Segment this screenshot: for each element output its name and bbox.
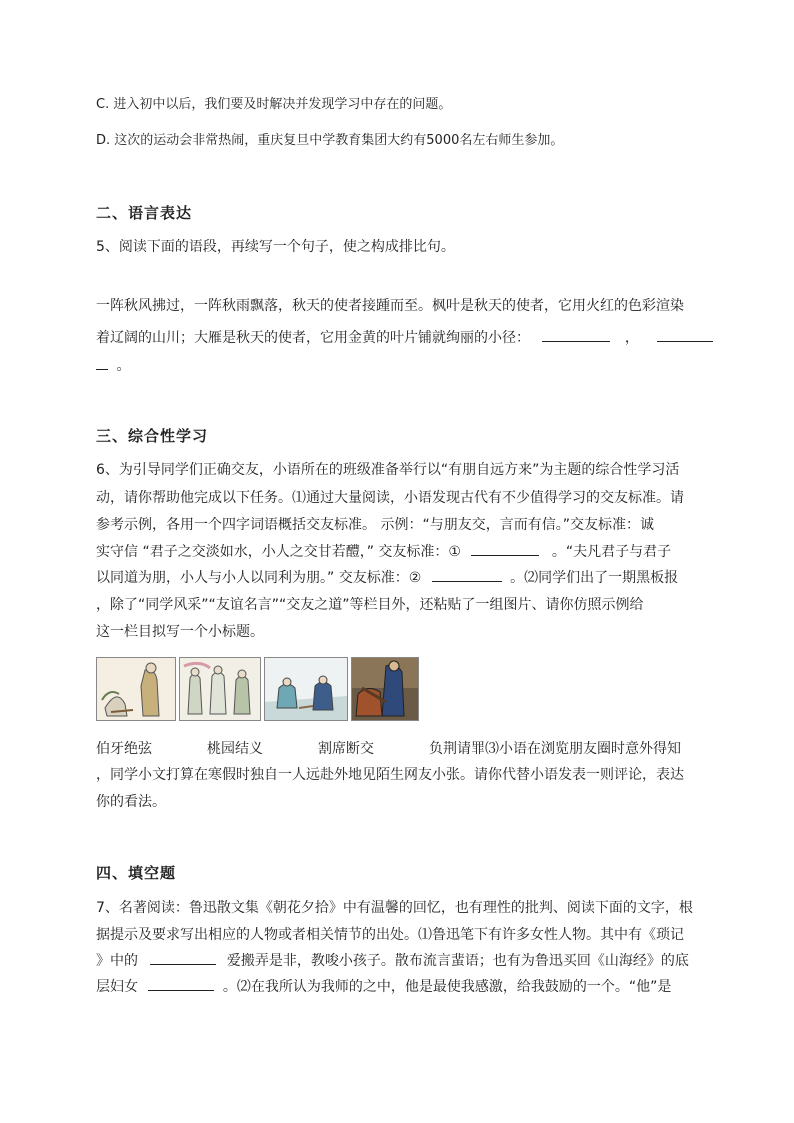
q6-line-9: ，同学小文打算在寒假时独自一人远赴外地见陌生网友小张。请你代替小语发表一则评论，表达 (96, 767, 684, 783)
period: 。 (116, 358, 131, 374)
q6-line-1: 6、为引导同学们正确交友，小语所在的班级准备举行以“有朋自远方来”为主题的综合性学习活 (96, 462, 680, 478)
section-heading-fill-in: 四、填空题 (96, 864, 177, 882)
q6-line-8-rest: ⑶小语在浏览朋友圈时意外得知 (485, 741, 681, 757)
q7-line-3-tail: 爱搬弄是非，教唆小孩子。散布流言蜚语；也有为鲁迅买回《山海经》的底 (226, 953, 689, 969)
q6-line-5-tail: 。⑵同学们出了一期黑板报 (510, 570, 679, 586)
caption-gexi: 割席断交 (318, 741, 374, 757)
passage-line-3 (96, 355, 130, 377)
q6-line-3: 参考示例，各用一个四字词语概括交友标准。 示例：“与朋友交，言而有信。”交友标准：诚 (96, 517, 654, 533)
answer-blank-suoji[interactable] (150, 950, 216, 965)
caption-boya: 伯牙绝弦 (96, 741, 152, 757)
option-d: D. 这次的运动会非常热闹，重庆复旦中学教育集团大约有5000名左右师生参加。 (96, 133, 564, 148)
q7-line-1: 7、名著阅读：鲁迅散文集《朝花夕拾》中有温馨的回忆，也有理性的批判、阅读下面的文字，根 (96, 900, 693, 916)
answer-blank-1[interactable] (542, 327, 610, 342)
q6-line-5 (96, 567, 678, 589)
picture-fujing (351, 657, 419, 721)
caption-taoyuan: 桃园结义 (207, 741, 263, 757)
picture-boya (96, 657, 176, 721)
comma: ， (624, 330, 639, 346)
q6-line-2: 动，请你帮助他完成以下任务。⑴通过大量阅读，小语发现古代有不少值得学习的交友标准。请 (96, 490, 684, 506)
q7-line-2: 据提示及要求写出相应的人物或者相关情节的出处。⑴鲁迅笔下有许多女性人物。其中有《琐记 (96, 927, 684, 943)
q6-line-5-text: 以同道为朋，小人与小人以同利为朋。” 交友标准：② (96, 570, 422, 586)
q6-line-7: 这一栏目拟写一个小标题。 (96, 624, 264, 640)
caption-fujing: 负荆请罪 (429, 741, 485, 757)
q6-line-6: ，除了“同学风采”“友谊名言”“交友之道”等栏目外，还粘贴了一组图片、请你仿照示例给 (96, 597, 644, 613)
q6-line-4-tail: 。“夫凡君子与君子 (551, 544, 672, 560)
q6-line-4 (96, 541, 671, 563)
picture-taoyuan (179, 657, 261, 721)
option-c: C. 进入初中以后，我们要及时解决并发现学习中存在的问题。 (96, 97, 452, 112)
passage-line-2 (96, 327, 713, 349)
q7-line-4 (96, 976, 671, 998)
section-heading-comprehensive-study: 三、综合性学习 (96, 427, 209, 445)
answer-blank-2[interactable] (657, 327, 713, 342)
answer-blank-standard-1[interactable] (471, 541, 539, 556)
picture-gexi (264, 657, 348, 721)
q7-line-4-head: 层妇女 (96, 979, 138, 995)
passage-line-2-text: 着辽阔的山川；大雁是秋天的使者，它用金黄的叶片铺就绚丽的小径： (96, 330, 530, 346)
q7-line-4-tail: 。⑵在我所认为我师的之中，他是最使我感激，给我鼓励的一个。“他”是 (222, 979, 672, 995)
passage-line-1: 一阵秋风拂过，一阵秋雨飘落，秋天的使者接踵而至。枫叶是秋天的使者，它用火红的色彩渲染 (96, 298, 684, 314)
question-5-prompt: 5、阅读下面的语段，再续写一个句子，使之构成排比句。 (96, 239, 455, 255)
answer-blank-woman[interactable] (148, 976, 214, 991)
answer-blank-2-cont[interactable] (96, 355, 108, 370)
q7-line-3-head: 》中的 (96, 953, 138, 969)
q7-line-3 (96, 950, 689, 972)
q6-line-10: 你的看法。 (96, 794, 166, 810)
friendship-picture-strip (96, 657, 419, 721)
section-heading-language-expression: 二、语言表达 (96, 204, 193, 222)
answer-blank-standard-2[interactable] (432, 567, 502, 582)
q6-line-4-text: 实守信 “君子之交淡如水，小人之交甘若醴，” 交友标准：① (96, 544, 461, 560)
